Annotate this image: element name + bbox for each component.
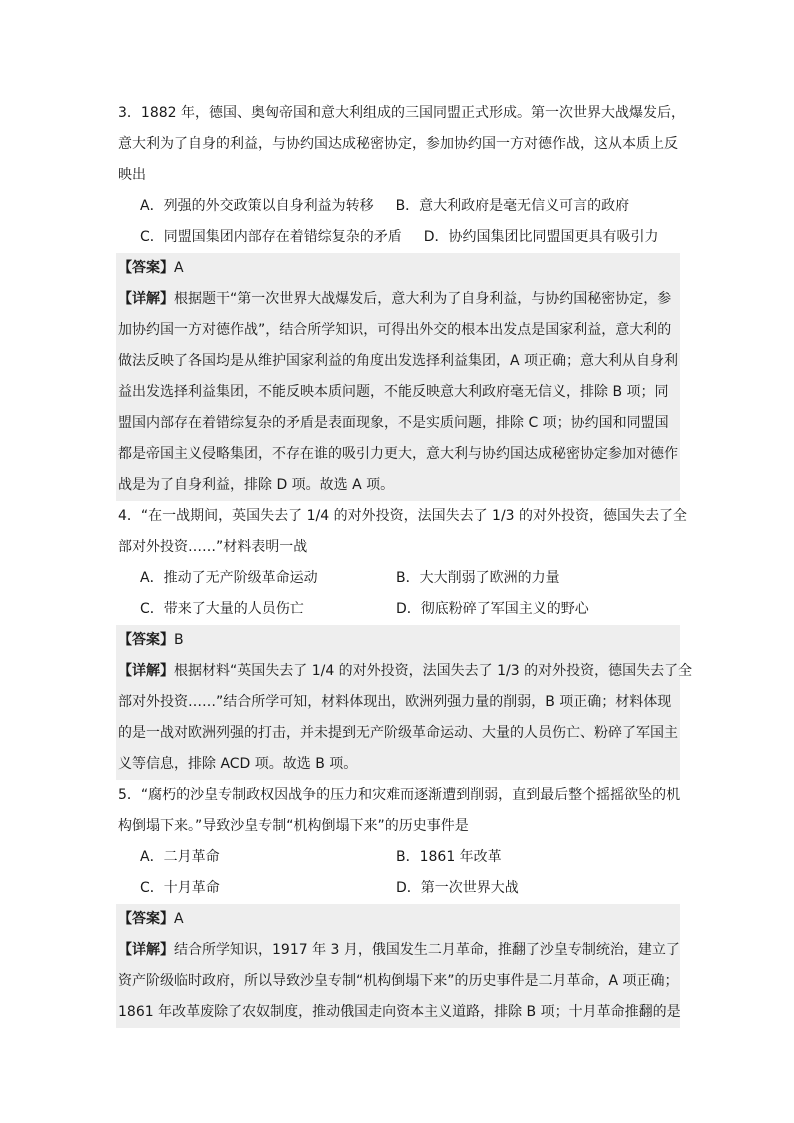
option-row: [118, 873, 680, 904]
answer-line: [118, 253, 680, 284]
answer-tag: 【答案】: [118, 911, 174, 927]
explanation-line: [118, 439, 680, 470]
answer-value: A: [174, 260, 184, 276]
answer-option: A．推动了无产阶级革命运动: [140, 570, 318, 586]
explanation-text: 部对外投资……”结合所学可知，材料体现出，欧洲列强力量的削弱，B 项正确；材料体现: [118, 694, 672, 710]
answer-value: B: [174, 632, 184, 648]
explanation-tag: 【详解】: [118, 663, 174, 679]
answer-line: [118, 625, 680, 656]
explanation-text: 做法反映了各国均是从维护国家利益的角度出发选择利益集团，A 项正确；意大利从自身利: [118, 353, 679, 369]
explanation-text: 战是为了自身利益，排除 D 项。故选 A 项。: [118, 477, 395, 493]
explanation-line: [118, 749, 680, 780]
explanation-line: [118, 315, 680, 346]
question-stem-line: 3．1882 年，德国、奥匈帝国和意大利组成的三国同盟正式形成。第一次世界大战爆发后，: [118, 105, 685, 121]
option-row: [118, 222, 680, 253]
answer-section: [116, 904, 680, 1028]
explanation-text: 结合所学知识，1917 年 3 月，俄国发生二月革命，推翻了沙皇专制统治，建立了: [174, 942, 680, 958]
answer-section: [116, 253, 680, 501]
explanation-line: [118, 718, 680, 749]
answer-option: C．同盟国集团内部存在着错综复杂的矛盾: [140, 229, 402, 245]
explanation-line: [118, 966, 680, 997]
explanation-line: [118, 470, 680, 501]
explanation-text: 都是帝国主义侵略集团，不存在谁的吸引力更大，意大利与协约国达成秘密协定参加对德作: [118, 446, 678, 462]
question-stem-line: 构倒塌下来。”导致沙皇专制“机构倒塌下来”的历史事件是: [118, 818, 469, 834]
option-row: [118, 191, 680, 222]
answer-tag: 【答案】: [118, 260, 174, 276]
question-stem-line: 意大利为了自身的利益，与协约国达成秘密协定，参加协约国一方对德作战，这从本质上反: [118, 136, 678, 152]
question-stem-line: 部对外投资……”材料表明一战: [118, 539, 308, 555]
explanation-text: 的是一战对欧洲列强的打击，并未提到无产阶级革命运动、大量的人员伤亡、粉碎了军国主: [118, 725, 678, 741]
explanation-line: [118, 687, 680, 718]
answer-option: A．列强的外交政策以自身利益为转移: [140, 198, 374, 214]
explanation-line: [118, 935, 680, 966]
question-stem-line: 映出: [118, 167, 146, 183]
answer-option: B．意大利政府是毫无信义可言的政府: [395, 198, 630, 214]
question-block: [118, 501, 693, 780]
answer-value: A: [174, 911, 184, 927]
answer-option: B．大大削弱了欧洲的力量: [396, 570, 560, 586]
explanation-line: [118, 408, 680, 439]
question-block: [118, 780, 680, 1028]
answer-section: [116, 625, 693, 780]
question-stem-line: 5．“腐朽的沙皇专制政权因战争的压力和灾难而逐渐遭到削弱，直到最后整个摇摇欲坠的机: [118, 787, 681, 803]
answer-option: D．彻底粉碎了军国主义的野心: [396, 601, 589, 617]
explanation-text: 益出发选择利益集团，不能反映本质问题，不能反映意大利政府毫无信义，排除 B 项；同: [118, 384, 669, 400]
answer-tag: 【答案】: [118, 632, 174, 648]
explanation-text: 义等信息，排除 ACD 项。故选 B 项。: [118, 756, 358, 772]
explanation-tag: 【详解】: [118, 942, 174, 958]
explanation-text: 资产阶级临时政府，所以导致沙皇专制“机构倒塌下来”的历史事件是二月革命，A 项正确；: [118, 973, 679, 989]
answer-option: D．协约国集团比同盟国更具有吸引力: [423, 229, 659, 245]
answer-option: D．第一次世界大战: [396, 880, 519, 896]
explanation-line: [118, 346, 680, 377]
explanation-text: 根据材料“英国失去了 1/4 的对外投资，法国失去了 1/3 的对外投资，德国失去了全: [174, 663, 693, 679]
answer-option: C．十月革命: [140, 880, 220, 896]
explanation-line: [118, 284, 680, 315]
explanation-text: 盟国内部存在着错综复杂的矛盾是表面现象，不是实质问题，排除 C 项；协约国和同盟国: [118, 415, 669, 431]
question-content: [118, 98, 693, 1028]
explanation-line: [118, 377, 680, 408]
question-stem-line: 4．“在一战期间，英国失去了 1/4 的对外投资，法国失去了 1/3 的对外投资，德国失去了全: [118, 508, 688, 524]
answer-line: [118, 904, 680, 935]
answer-option: B．1861 年改革: [396, 849, 502, 865]
explanation-line: [118, 656, 693, 687]
explanation-text: 加协约国一方对德作战”，结合所学知识，可得出外交的根本出发点是国家利益，意大利的: [118, 322, 672, 338]
option-row: [118, 563, 680, 594]
question-block: [118, 98, 685, 501]
explanation-text: 1861 年改革废除了农奴制度，推动俄国走向资本主义道路，排除 B 项；十月革命推翻的是: [118, 1004, 681, 1020]
answer-option: A．二月革命: [140, 849, 220, 865]
option-row: [118, 842, 680, 873]
explanation-tag: 【详解】: [118, 291, 174, 307]
explanation-line: [118, 997, 680, 1028]
explanation-text: 根据题干“第一次世界大战爆发后，意大利为了自身利益，与协约国秘密协定，参: [174, 291, 672, 307]
answer-option: C．带来了大量的人员伤亡: [140, 601, 304, 617]
option-row: [118, 594, 680, 625]
